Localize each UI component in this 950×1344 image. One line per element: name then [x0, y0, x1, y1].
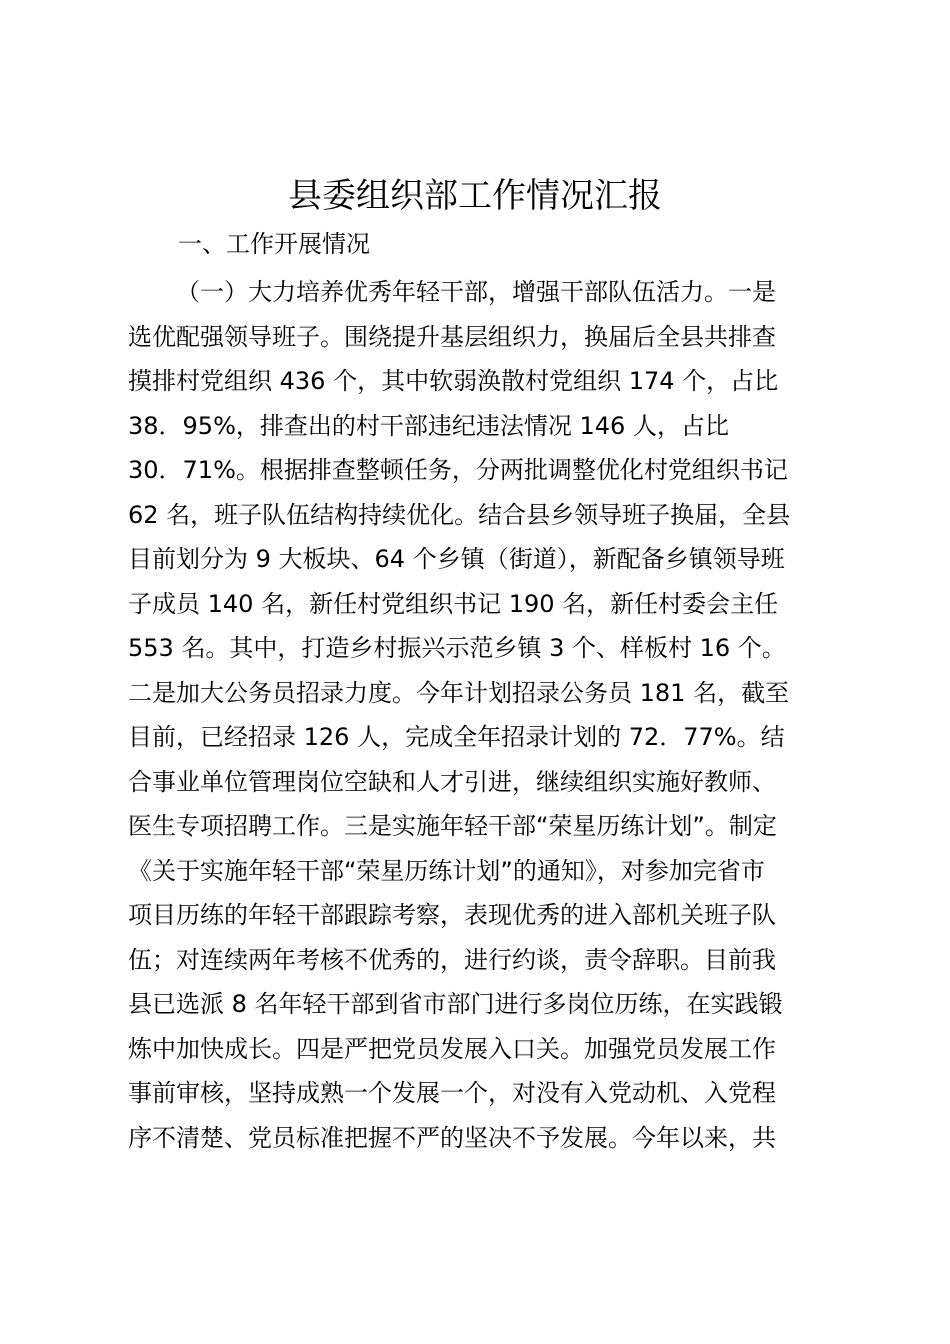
paragraph-line: 摸排村党组织 436 个，其中软弱涣散村党组织 174 个，占比: [128, 367, 779, 395]
paragraph-line: 医生专项招聘工作。三是实施年轻干部“荣星历练计划”。制定: [128, 812, 777, 840]
paragraph-line: 二是加大公务员招录力度。今年计划招录公务员 181 名，截至: [128, 678, 790, 707]
paragraph-line: 30．71%。根据排查整顿任务，分两批调整优化村党组织书记: [128, 456, 788, 484]
paragraph-line: 62 名，班子队伍结构持续优化。结合县乡领导班子换届，全县: [128, 500, 791, 529]
body-paragraph: [128, 270, 848, 1160]
paragraph-line: 序不清楚、党员标准把握不严的坚决不予发展。今年以来，共: [128, 1123, 776, 1152]
paragraph-line: 38．95%，排查出的村干部违纪违法情况 146 人，占比: [128, 411, 729, 440]
paragraph-line: 子成员 140 名，新任村党组织书记 190 名，新任村委会主任: [128, 589, 779, 618]
paragraph-line: 553 名。其中，打造乡村振兴示范乡镇 3 个、样板村 16 个。: [128, 634, 786, 662]
paragraph-line: 目前，已经招录 126 人，完成全年招录计划的 72．77%。结: [128, 723, 785, 751]
paragraph-line: 选优配强领导班子。围绕提升基层组织力，换届后全县共排查: [128, 322, 776, 351]
paragraph-line: 《关于实施年轻干部“荣星历练计划”的通知》，对参加完省市: [128, 856, 765, 885]
paragraph-line: 合事业单位管理岗位空缺和人才引进，继续组织实施好教师、: [128, 767, 776, 796]
paragraph-line: 县已选派 8 名年轻干部到省市部门进行多岗位历练，在实践锻: [128, 990, 783, 1018]
section-heading: 一、工作开展情况: [178, 230, 370, 258]
paragraph-line: 伍；对连续两年考核不优秀的，进行约谈，责令辞职。目前我: [128, 945, 776, 974]
document-title: 县委组织部工作情况汇报: [288, 176, 662, 216]
paragraph-line: 炼中加快成长。四是严把党员发展入口关。加强党员发展工作: [128, 1034, 776, 1063]
paragraph-line: 项目历练的年轻干部跟踪考察，表现优秀的进入部机关班子队: [128, 901, 776, 929]
paragraph-line: （一）大力培养优秀年轻干部，增强干部队伍活力。一是: [176, 278, 776, 306]
paragraph-line: 目前划分为 9 大板块、64 个乡镇（街道），新配备乡镇领导班: [128, 545, 785, 573]
paragraph-line: 事前审核，坚持成熟一个发展一个，对没有入党动机、入党程: [128, 1079, 776, 1107]
